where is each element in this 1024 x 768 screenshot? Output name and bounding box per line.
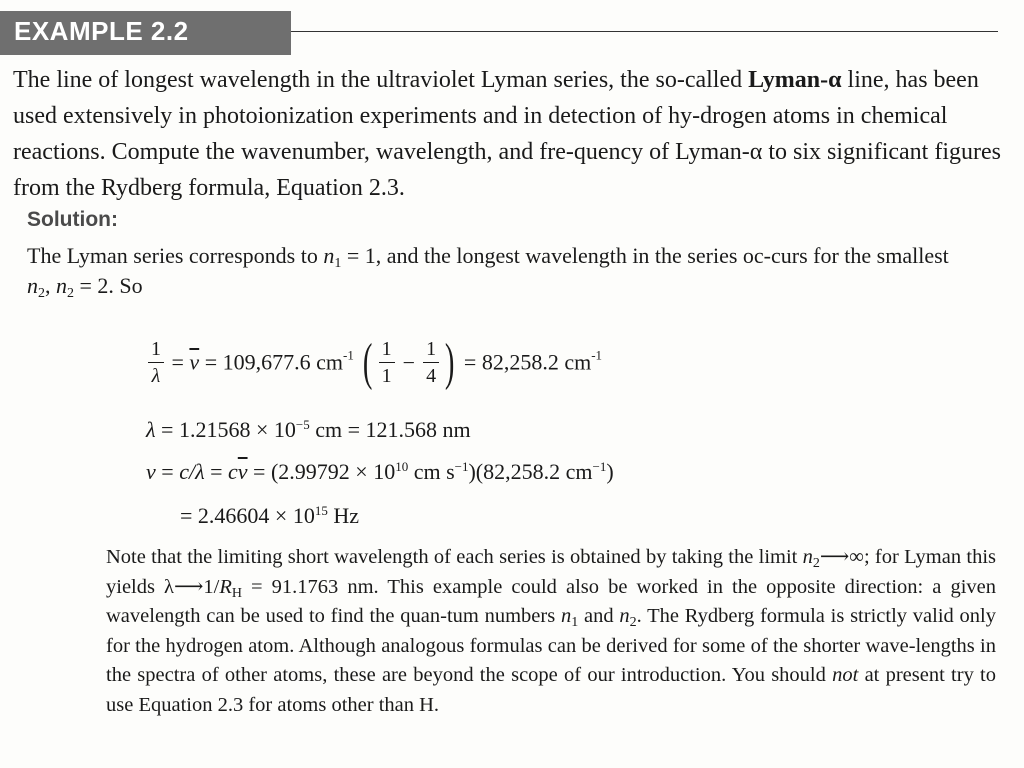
intro-text-2: line, has been used extensively in photoionization experiments and in detection of hy-drogen atoms in chemical reactions. Compute the wavenumber, wavelength, and fre-quency of Lyman-α to six significant figures from the Rydberg formula, Equation 2.3. [13,67,1001,201]
header-rule [291,31,998,32]
solution-text-2: = 1, and the longest wavelength in the series oc-curs for the smallest [341,243,949,268]
subscript: 1 [334,256,342,271]
var-n: n [323,243,335,268]
var-n: n [27,273,38,298]
solution-heading: Solution: [27,208,118,231]
left-paren: ( [363,333,373,391]
example-title: EXAMPLE 2.2 [14,16,189,46]
lyman-alpha-term: Lyman-α [748,67,842,93]
subscript: 2 [38,286,45,301]
equation-frequency-result: = $2.46604 \times 10^{15}$ Hz [180,503,359,528]
var-n: n [56,273,67,298]
fraction-one-over-lambda: $\frac{1}{\lambda}$ [148,336,164,389]
intro-text-1: The line of longest wavelength in the ultraviolet Lyman series, the so-called [13,67,749,93]
solution-text-1: The Lyman series corresponds to [27,243,324,268]
right-paren: ) [444,333,455,391]
problem-statement [13,62,1003,206]
equation-wavelength: $\lambda = 1.21568 \times 10^{-5}$ cm = 121.568 nm [146,417,471,442]
nu-bar-symbol: $\overline{\nu}$ [189,349,200,375]
solution-text-3: , [45,273,56,298]
note-paragraph: Note that the limiting short wavelength of each series is obtained by taking the limit $n_2⟶\infty$; for Lyman this yields $\lambda⟶1/R_H = 91.1763$ nm. This example could also be worked in the opposite direction: a given wavelength can be used to find the quan-tum numbers $n_1$ and $n_2$. The Rydberg formula is strictly valid only for the hydrogen atom. Although analogous formulas can be derived for some of the shorter wave-lengths in the spectra of other atoms, these are beyond the scope of our introduction. You should not at present try to use Equation 2.3 for atoms other than H. [106,546,997,716]
solution-text [27,241,977,301]
arrow-infinity: ⟶∞ [819,546,864,568]
emphasis-not: not [832,664,859,686]
solution-text-4: = 2. So [74,273,143,298]
subscript: 2 [67,286,74,301]
equation-frequency: $\nu = c/\lambda = c\overline{\nu} = (2.99792 \times 10^{10}$ cm $s^{-1})(82,258.2$ $cm^{-1}$) [146,459,614,484]
equation-wavenumber: $\frac{1}{\lambda}$ = $\overline{\nu} = 109,677.6$ $cm^{-1}$ ( $\frac{1}{1}$ − $\frac{1}{4}$ ) = 82,258.2 $cm^{-1}$ [146,336,602,389]
